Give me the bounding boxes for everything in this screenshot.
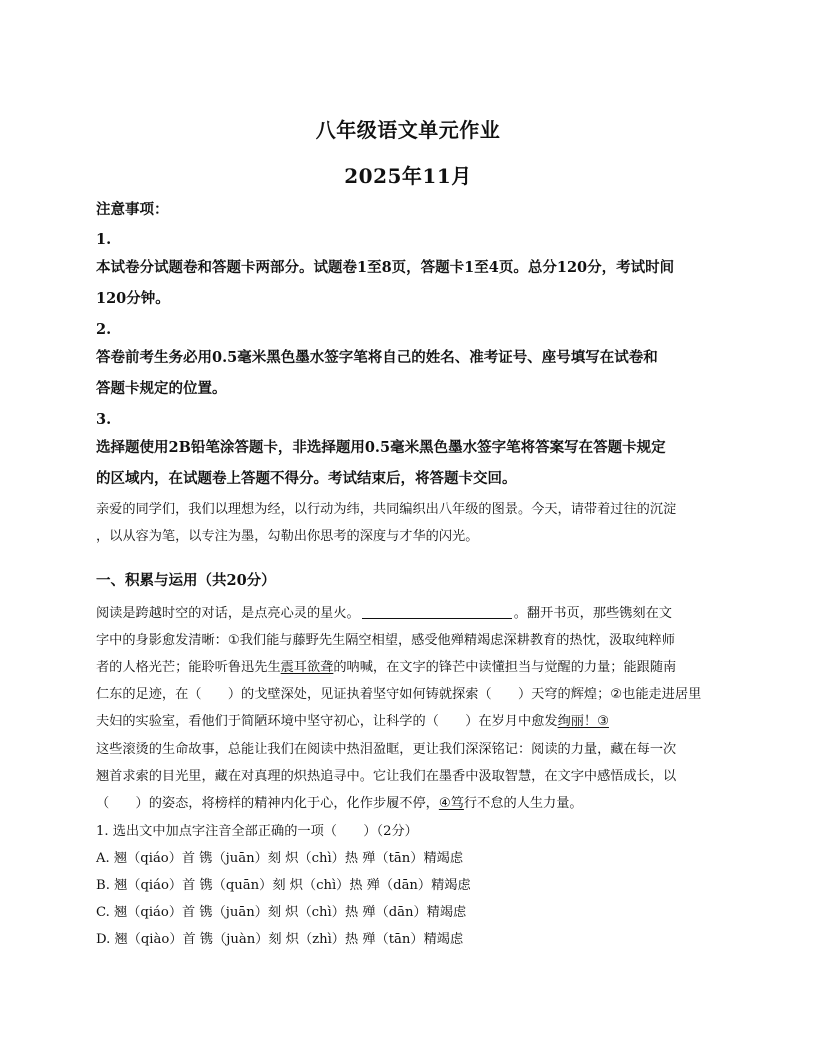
passage-line-7: 翘首求索的目光里，藏在对真理的炽热追寻中。它让我们在墨香中汲取智慧，在文字中感悟成长，以: [96, 769, 677, 784]
notice-item-3-num: 3.: [96, 411, 112, 428]
passage-line-5-start: 夫妇的实验室，看他们于简陋环境中坚守初心，让科学的（ ）在岁月中愈发: [96, 714, 558, 729]
notice-item-3-line-1: 选择题使用2B铅笔涂答题卡，非选择题用0.5毫米黑色墨水签字笔将答案写在答题卡规定: [96, 439, 666, 456]
exam-date: 2025年11月: [344, 164, 472, 188]
passage-line-5: [96, 712, 720, 732]
passage-line-6: 这些滚烫的生命故事，总能让我们在阅读中热泪盈眶，更让我们深深铭记：阅读的力量，藏在每一次: [96, 742, 677, 757]
underlined-phrase: 震耳欲聋: [280, 660, 334, 675]
notice-item-1-line-1: 本试卷分试题卷和答题卡两部分。试题卷1至8页，答题卡1至4页。总分120分，考试时间: [96, 259, 675, 276]
exam-title: 八年级语文单元作业: [315, 118, 501, 142]
passage-line-1-start: 阅读是跨越时空的对话，是点亮心灵的星火。: [96, 606, 360, 621]
section-1-heading: 一、积累与运用（共20分）: [96, 572, 276, 589]
passage-line-2: 字中的身影愈发清晰：①我们能与藤野先生隔空相望，感受他殚精竭虑深耕教育的热忱，汲取纯粹师: [96, 633, 675, 648]
passage-line-4: 仁东的足迹，在（ ）的戈壁深处，见证执着坚守如何铸就探索（ ）天穹的辉煌；②也能走进居里: [96, 687, 702, 702]
passage-line-8-end: 行不怠的人生力量。: [463, 796, 583, 811]
notice-item-1-num: 1.: [96, 231, 112, 248]
notice-item-2-line-1: 答卷前考生务必用0.5毫米黑色墨水签字笔将自己的姓名、准考证号、座号填写在试卷和: [96, 349, 658, 366]
underlined-phrase: 绚丽！③: [557, 714, 609, 729]
question-1-option-a: A. 翘（qiáo）首 镌（juān）刻 炽（chì）热 殚（tān）精竭虑: [96, 851, 464, 866]
passage-line-8-start: （ ）的姿态，将榜样的精神内化于心，化作步履不停，: [96, 796, 439, 811]
intro-line-2: ，以从容为笔，以专注为墨，勾勒出你思考的深度与才华的闪光。: [96, 529, 479, 544]
question-1-option-d: D. 翘（qiào）首 镌（juàn）刻 炽（zhì）热 殚（tān）精竭虑: [96, 932, 464, 947]
question-1-stem: 1. 选出文中加点字注音全部正确的一项（ ）（2分）: [96, 824, 418, 839]
intro-line-1: 亲爱的同学们，我们以理想为经，以行动为纬，共同编织出八年级的图景。今天，请带着过往的沉淀: [96, 502, 677, 517]
question-1-option-c: C. 翘（qiáo）首 镌（juān）刻 炽（chì）热 殚（dān）精竭虑: [96, 905, 467, 920]
question-1-option-b: B. 翘（qiáo）首 镌（quān）刻 炽（chì）热 殚（dān）精竭虑: [96, 878, 471, 893]
notice-item-2-num: 2.: [96, 321, 112, 338]
notice-item-3-line-2: 的区域内，在试题卷上答题不得分。考试结束后，将答题卡交回。: [96, 470, 517, 487]
passage-line-3-end: 的呐喊，在文字的锋芒中读懂担当与觉醒的力量；能跟随南: [333, 660, 677, 675]
passage-line-1-end: 。翻开书页，那些镌刻在文: [513, 606, 672, 621]
underlined-phrase: ④笃: [438, 796, 464, 811]
passage-line-1: [96, 604, 720, 624]
notice-item-1-line-2: 120分钟。: [96, 290, 170, 307]
passage-line-8: [96, 794, 720, 814]
fill-in-blank: [362, 604, 512, 619]
notice-heading: 注意事项：: [96, 201, 169, 218]
notice-item-2-line-2: 答题卡规定的位置。: [96, 380, 227, 397]
passage-line-3: [96, 658, 720, 678]
passage-line-3-start: 者的人格光芒；能聆听鲁迅先生: [96, 660, 281, 675]
